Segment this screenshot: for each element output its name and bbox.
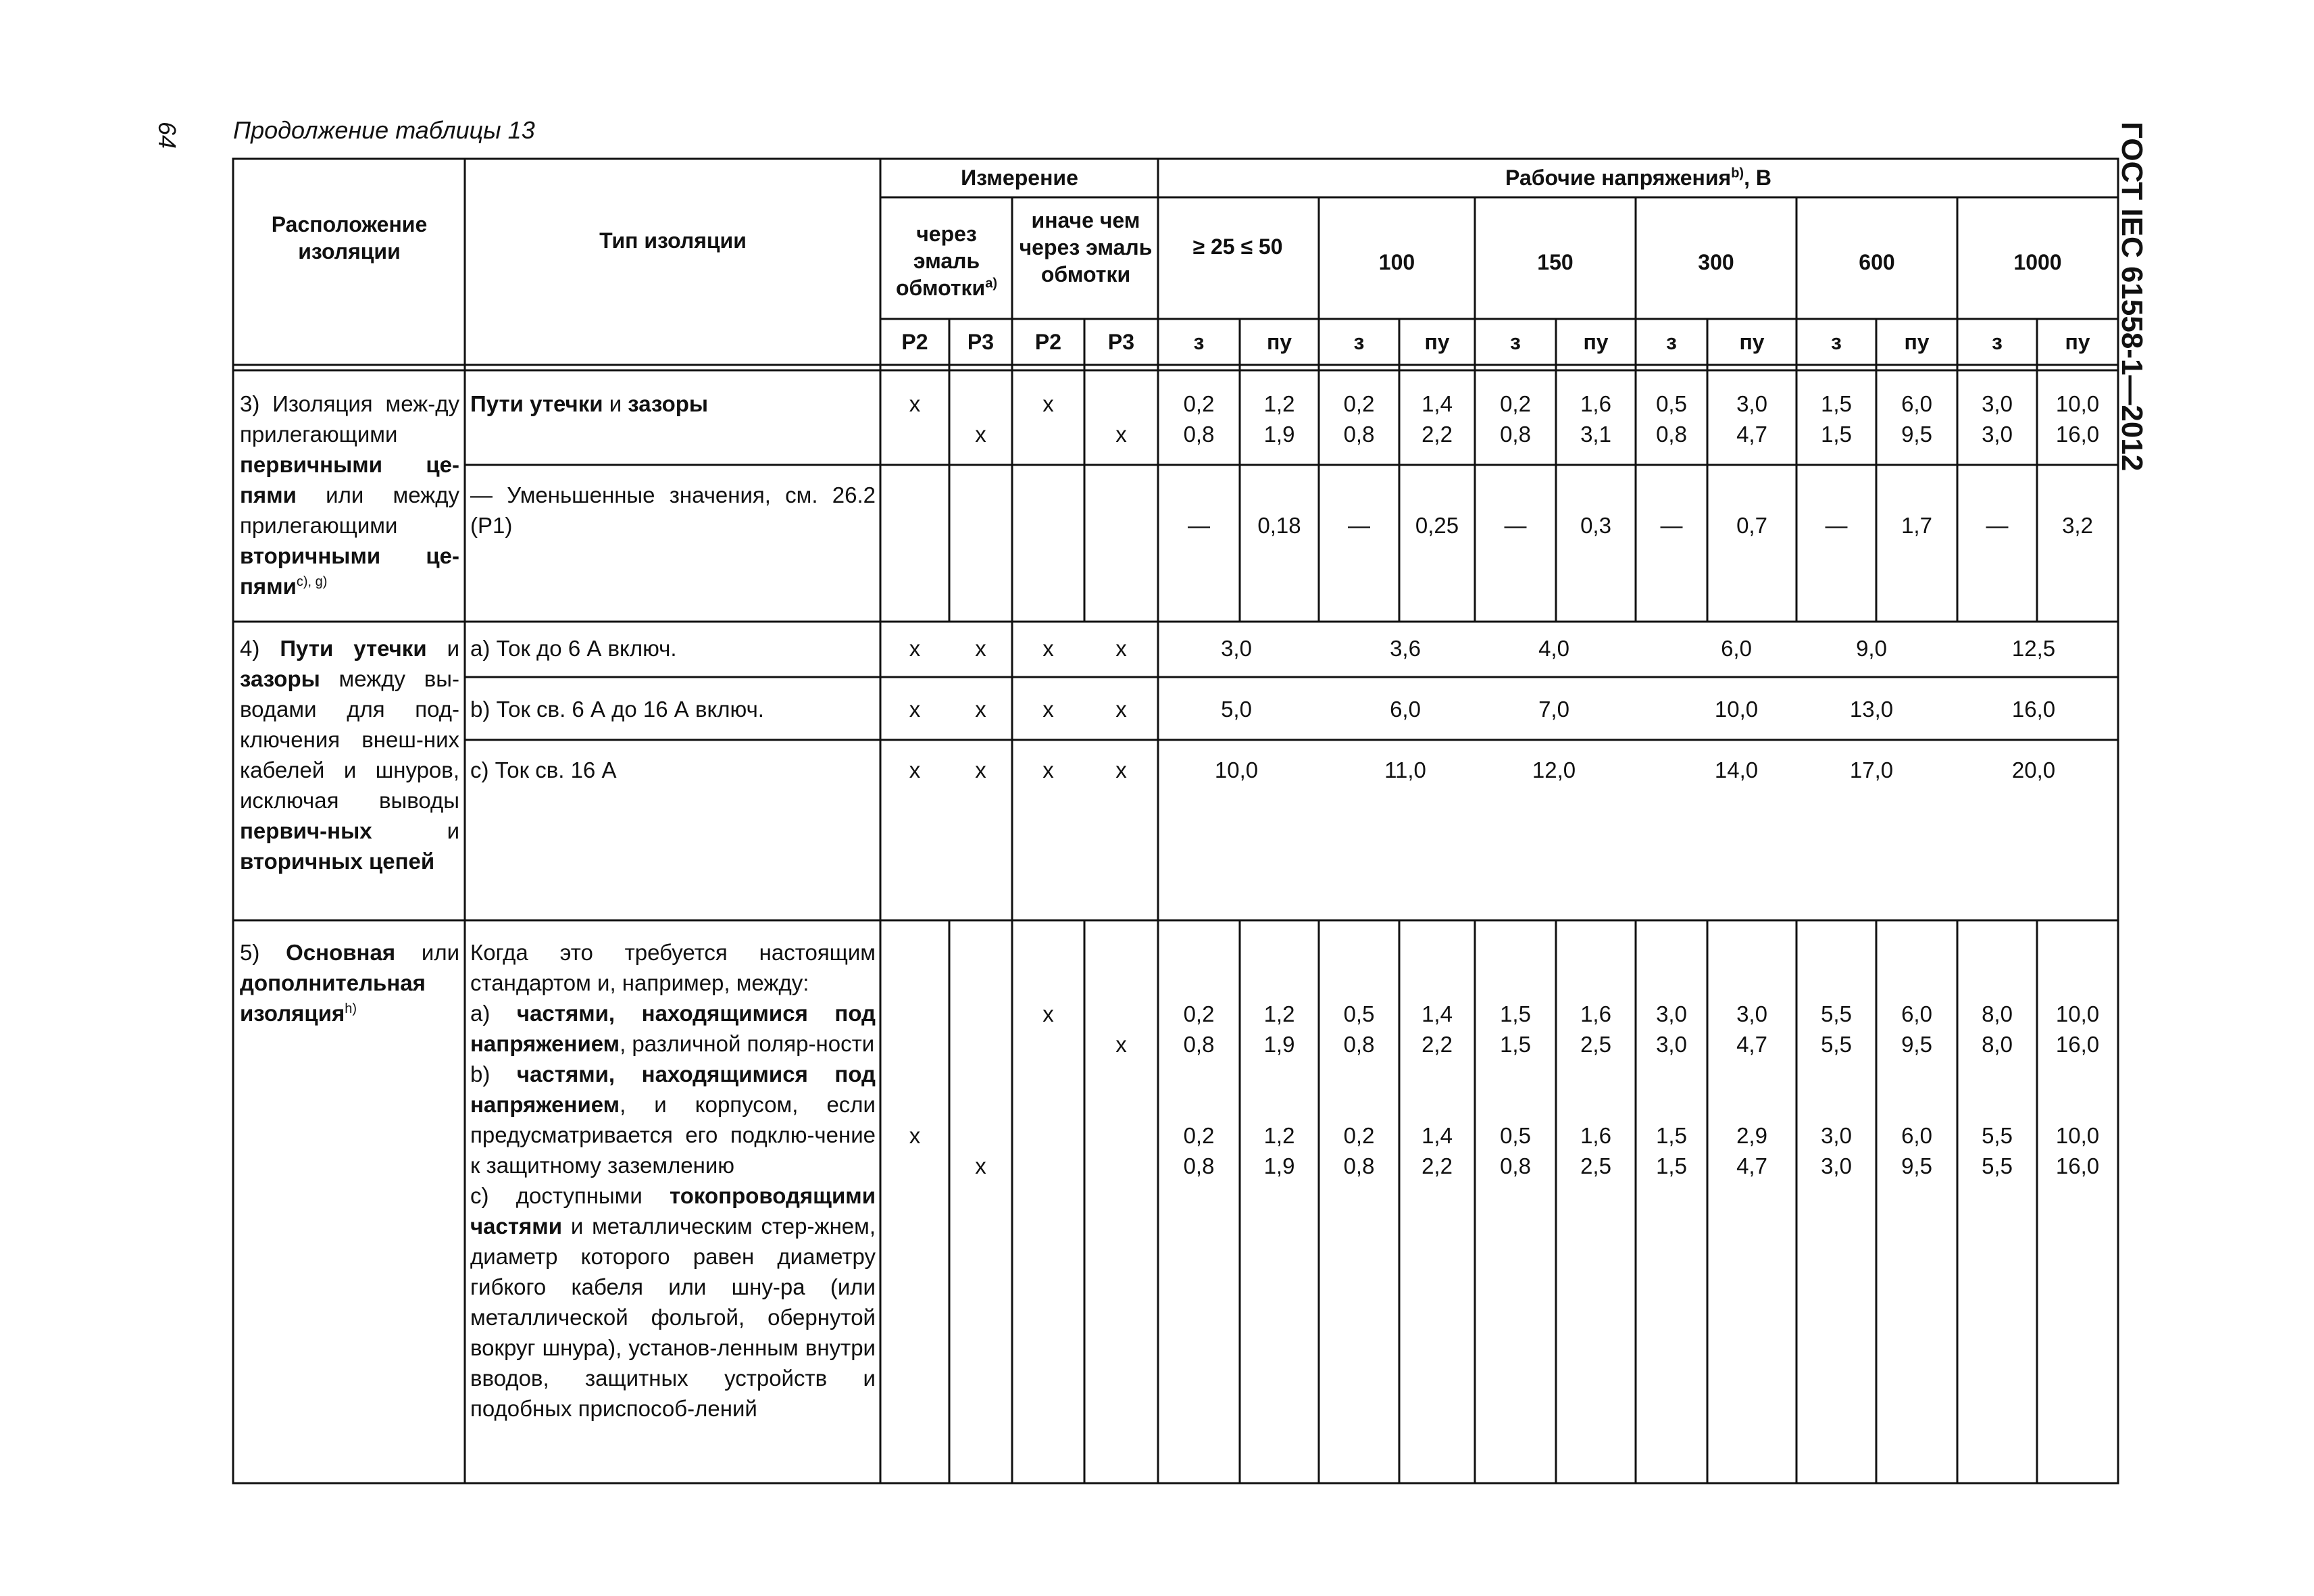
row5b-z-100: 0,2 0,8 [1343, 1123, 1375, 1178]
reduced-pu: 0,3 [1580, 513, 1611, 538]
col-z: з [1992, 330, 2003, 354]
row5b-pu-1000: 10,0 16,0 [2055, 1123, 2100, 1178]
mark-x: x [975, 1153, 986, 1178]
reduced-z: — [1504, 513, 1527, 538]
row4-a-600: 9,0 [1856, 636, 1887, 661]
row4-c-1000: 20,0 [2011, 757, 2056, 782]
row5b-z-150: 0,5 0,8 [1500, 1123, 1531, 1178]
mark-x: x [1115, 757, 1127, 782]
header-through-enamel: через эмаль обмотки$^{a)}$ [895, 222, 998, 300]
table-caption: Продолжение таблицы 13 [233, 116, 535, 144]
row5a-pu-25-50: 1,2 1,9 [1263, 1001, 1295, 1057]
reduced-z: — [1188, 513, 1210, 538]
header-working-voltages: Рабочие напряжения$^{b)}$, В [1505, 166, 1771, 190]
row5b-pu-150: 1,6 2,5 [1580, 1123, 1611, 1178]
col-z: з [1666, 330, 1677, 354]
row5-location: 5) Основная или дополнительная изоляция$^{h)}$ [240, 940, 460, 1026]
row3-z-150: 0,2 0,8 [1500, 391, 1531, 447]
row3-z-1000: 3,0 3,0 [1982, 391, 2013, 447]
row5b-pu-600: 6,0 9,5 [1901, 1123, 1932, 1178]
row5b-z-600: 3,0 3,0 [1821, 1123, 1852, 1178]
row4-a-1000: 12,5 [2011, 636, 2056, 661]
row3-pu-1000: 10,0 16,0 [2055, 391, 2100, 447]
row5b-pu-300: 2,9 4,7 [1736, 1123, 1767, 1178]
col-p3-enamel: Р3 [967, 330, 995, 354]
row4-c-300: 14,0 [1714, 757, 1759, 782]
mark-x: x [975, 697, 986, 722]
row3-z-600: 1,5 1,5 [1821, 391, 1852, 447]
row3-z-100: 0,2 0,8 [1343, 391, 1375, 447]
mark-x: x [909, 697, 921, 722]
row5a-pu-600: 6,0 9,5 [1901, 1001, 1932, 1057]
reduced-z: — [1825, 513, 1848, 538]
col-pu: пу [1266, 330, 1292, 354]
mark-x: x [909, 757, 921, 782]
mark-x: x [1042, 1001, 1054, 1026]
row3-pu-100: 1,4 2,2 [1422, 391, 1453, 447]
reduced-z: — [1986, 513, 2009, 538]
voltage-header-600: 600 [1859, 250, 1895, 274]
row4-a-25-50: 3,0 [1221, 636, 1252, 661]
row3-z-300: 0,5 0,8 [1656, 391, 1687, 447]
mark-x: x [1042, 391, 1054, 416]
row5a-pu-1000: 10,0 16,0 [2055, 1001, 2100, 1057]
row5a-z-300: 3,0 3,0 [1656, 1001, 1687, 1057]
mark-x: x [909, 1123, 921, 1148]
row3-pu-25-50: 1,2 1,9 [1263, 391, 1295, 447]
voltage-header-100: 100 [1378, 250, 1415, 274]
mark-x: x [909, 636, 921, 661]
mark-x: x [975, 757, 986, 782]
header-insulation-type: Тип изоляции [599, 228, 747, 253]
row3-z-25-50: 0,2 0,8 [1183, 391, 1215, 447]
col-pu: пу [2065, 330, 2090, 354]
mark-x: x [1115, 636, 1127, 661]
reduced-z: — [1660, 513, 1683, 538]
col-pu: пу [1904, 330, 1930, 354]
row5b-z-300: 1,5 1,5 [1656, 1123, 1687, 1178]
row5a-z-150: 1,5 1,5 [1500, 1001, 1531, 1057]
row4-b-300: 10,0 [1714, 697, 1759, 722]
row3-pu-300: 3,0 4,7 [1736, 391, 1767, 447]
row5b-pu-100: 1,4 2,2 [1422, 1123, 1453, 1178]
row4-a-300: 6,0 [1721, 636, 1752, 661]
row4-a-100: 3,6 [1390, 636, 1421, 661]
standard-id: ГОСТ IEC 61558-1—2012 [2115, 122, 2148, 472]
row3-reduced-label: — Уменьшенные значения, см. 26.2 (Р1) [470, 482, 876, 538]
voltage-header-300: 300 [1698, 250, 1734, 274]
row4-b-600: 13,0 [1849, 697, 1894, 722]
voltage-header-1000: 1000 [2013, 250, 2062, 274]
row4-b-100: 6,0 [1390, 697, 1421, 722]
mark-x: x [1115, 422, 1127, 447]
row4-b-1000: 16,0 [2011, 697, 2056, 722]
row3-location: 3) Изоляция меж-ду прилегающими первичными це-пями или между прилегающими вторичными це-пями$^{c), g)}$ [240, 391, 460, 599]
col-pu: пу [1739, 330, 1765, 354]
row4-c-150: 12,0 [1532, 757, 1576, 782]
mark-x: x [975, 422, 986, 447]
row5a-z-25-50: 0,2 0,8 [1183, 1001, 1215, 1057]
reduced-pu: 0,18 [1257, 513, 1301, 538]
row5b-pu-25-50: 1,2 1,9 [1263, 1123, 1295, 1178]
mark-x: x [909, 391, 921, 416]
mark-x: x [1042, 636, 1054, 661]
col-p2-enamel: Р2 [901, 330, 928, 354]
row5a-pu-100: 1,4 2,2 [1422, 1001, 1453, 1057]
reduced-pu: 1,7 [1901, 513, 1932, 538]
col-pu: пу [1424, 330, 1450, 354]
row5-description: Когда это требуется настоящим стандартом и, например, между: а) частями, находящимися под напряжением, различной поляр-ности b) частями, находящимися под напряжением, и корпусом, если предусматривается его подклю-чение к защитному заземлению с) доступными токопроводящими частями и металлическим стер-жнем, диаметр которого равен диаметру гибкого кабеля или шну-ра (или металлической фольгой, обернутой вокруг шнура), установ-ленным внутри вводов, защитных устройств и подобных приспособ-лений [470, 940, 876, 1421]
row4-c-25-50: 10,0 [1214, 757, 1259, 782]
row4-c-100: 11,0 [1384, 757, 1426, 782]
row5a-pu-150: 1,6 2,5 [1580, 1001, 1611, 1057]
mark-x: x [1042, 757, 1054, 782]
col-z: з [1510, 330, 1521, 354]
col-z: з [1831, 330, 1842, 354]
reduced-pu: 3,2 [2062, 513, 2093, 538]
row4-b-150: 7,0 [1538, 697, 1569, 722]
row5b-z-1000: 5,5 5,5 [1982, 1123, 2013, 1178]
row4-c-600: 17,0 [1849, 757, 1894, 782]
mark-x: x [1042, 697, 1054, 722]
row4-location: 4) Пути утечки и зазоры между вы-водами для под-ключения внеш-них кабелей и шнуров, исключая выводы первич-ных и вторичных цепей [240, 636, 460, 874]
page-number: 64 [153, 122, 181, 149]
row5a-z-600: 5,5 5,5 [1821, 1001, 1852, 1057]
row5a-z-1000: 8,0 8,0 [1982, 1001, 2013, 1057]
row5a-z-100: 0,5 0,8 [1343, 1001, 1375, 1057]
row3-pu-150: 1,6 3,1 [1580, 391, 1611, 447]
row3-pu-600: 6,0 9,5 [1901, 391, 1932, 447]
col-z: з [1193, 330, 1205, 354]
row4-a-150: 4,0 [1538, 636, 1569, 661]
voltage-header-25-50: ≥ 25 ≤ 50 [1192, 234, 1283, 259]
header-location: Расположение изоляции [271, 212, 428, 264]
row5b-z-25-50: 0,2 0,8 [1183, 1123, 1215, 1178]
row4-b-25-50: 5,0 [1221, 697, 1252, 722]
mark-x: x [1115, 697, 1127, 722]
row3-type: Пути утечки и зазоры [470, 391, 709, 416]
col-p3-other: Р3 [1107, 330, 1135, 354]
voltage-header-150: 150 [1537, 250, 1574, 274]
row4-item-b: b) Ток св. 6 А до 16 А включ. [470, 697, 764, 722]
header-other-than-enamel: иначе чем через эмаль обмотки [1019, 208, 1153, 286]
reduced-pu: 0,25 [1415, 513, 1459, 538]
mark-x: x [1115, 1032, 1127, 1057]
row4-item-a: а) Ток до 6 А включ. [470, 636, 677, 661]
row5a-pu-300: 3,0 4,7 [1736, 1001, 1767, 1057]
mark-x: x [975, 636, 986, 661]
row4-item-c: с) Ток св. 16 А [470, 757, 617, 782]
reduced-pu: 0,7 [1736, 513, 1767, 538]
col-z: з [1353, 330, 1365, 354]
col-pu: пу [1583, 330, 1609, 354]
reduced-z: — [1348, 513, 1370, 538]
col-p2-other: Р2 [1034, 330, 1062, 354]
header-measurement: Измерение [961, 166, 1078, 190]
